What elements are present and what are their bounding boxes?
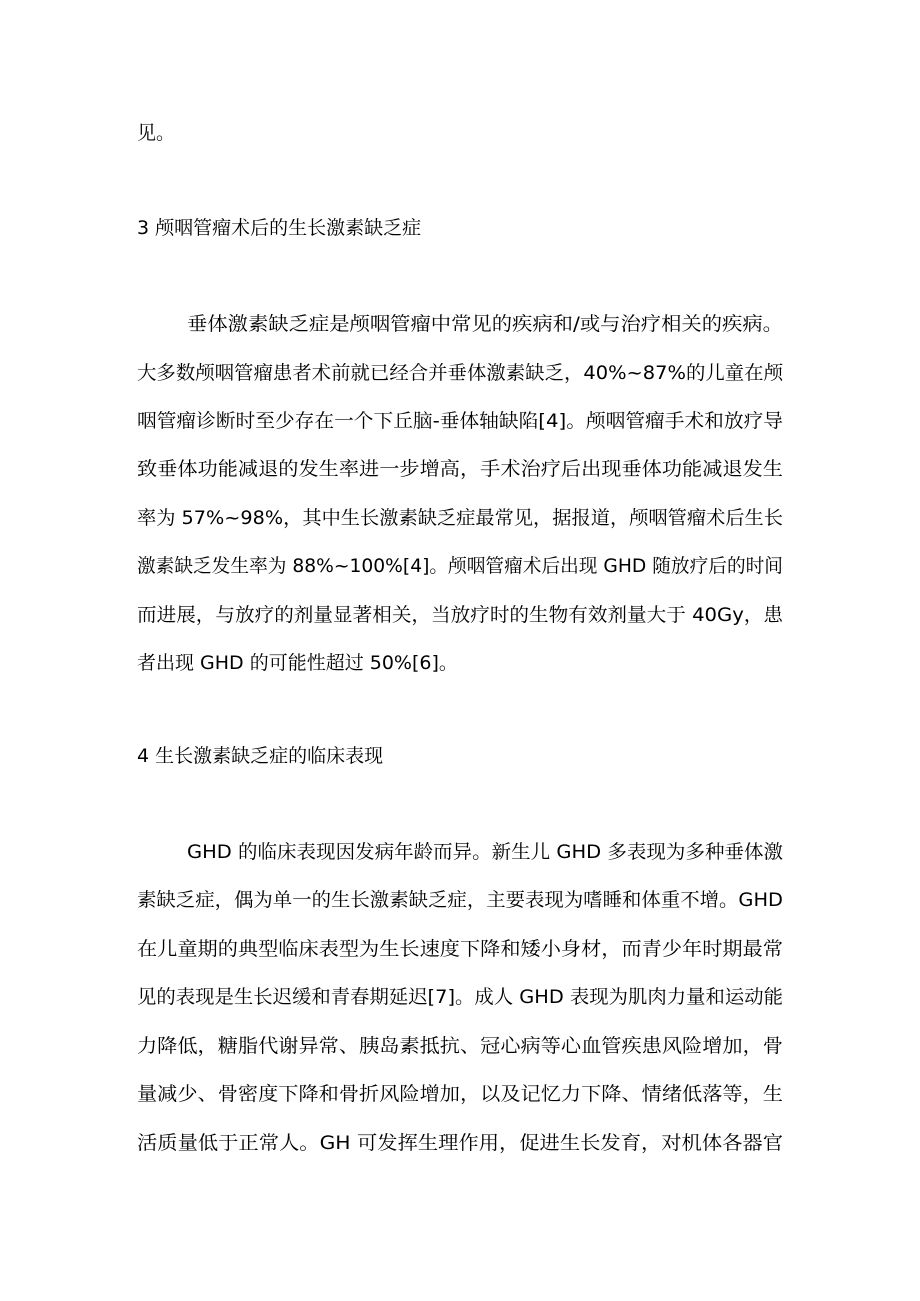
paragraph-line-text: 见的表现是生长迟缓和青春期延迟[7]。成人 GHD 表现为肌肉力量和运动能	[137, 986, 783, 1008]
paragraph-line-text: 致垂体功能减退的发生率进一步增高，手术治疗后出现垂体功能减退发生	[137, 458, 783, 480]
paragraph-line-text: 激素缺乏发生率为 88%~100%[4]。颅咽管瘤术后出现 GHD 随放疗后的时间	[137, 555, 783, 577]
paragraph-line-text: 者出现 GHD 的可能性超过 50%[6]。	[137, 652, 458, 674]
section-3-heading-text: 3 颅咽管瘤术后的生长激素缺乏症	[137, 217, 422, 239]
paragraph-line-text: 垂体激素缺乏症是颅咽管瘤中常见的疾病和/或与治疗相关的疾病。	[187, 313, 783, 335]
paragraph-line-text: 而进展，与放疗的剂量显著相关，当放疗时的生物有效剂量大于 40Gy，患	[137, 604, 784, 626]
paragraph-line-text: 量减少、骨密度下降和骨折风险增加，以及记忆力下降、情绪低落等，生	[137, 1083, 783, 1105]
paragraph-line-text: 力降低，糖脂代谢异常、胰岛素抵抗、冠心病等心血管疾患风险增加，骨	[137, 1035, 783, 1057]
section-4-heading-text: 4 生长激素缺乏症的临床表现	[137, 745, 384, 767]
paragraph-line-text: GHD 的临床表现因发病年龄而异。新生儿 GHD 多表现为多种垂体激	[187, 841, 783, 863]
continuation-line: 见。	[137, 122, 176, 144]
paragraph-line-text: 活质量低于正常人。GH 可发挥生理作用，促进生长发育，对机体各器官	[137, 1132, 783, 1154]
paragraph-line-text: 在儿童期的典型临床表型为生长速度下降和矮小身材，而青少年时期最常	[137, 938, 783, 960]
paragraph-line-text: 率为 57%~98%，其中生长激素缺乏症最常见，据报道，颅咽管瘤术后生长	[137, 507, 783, 529]
paragraph-line-text: 大多数颅咽管瘤患者术前就已经合并垂体激素缺乏，40%~87%的儿童在颅	[137, 362, 783, 384]
paragraph-line-text: 咽管瘤诊断时至少存在一个下丘脑-垂体轴缺陷[4]。颅咽管瘤手术和放疗导	[137, 410, 783, 432]
paragraph-line-text: 素缺乏症，偶为单一的生长激素缺乏症，主要表现为嗜睡和体重不增。GHD	[137, 889, 783, 911]
